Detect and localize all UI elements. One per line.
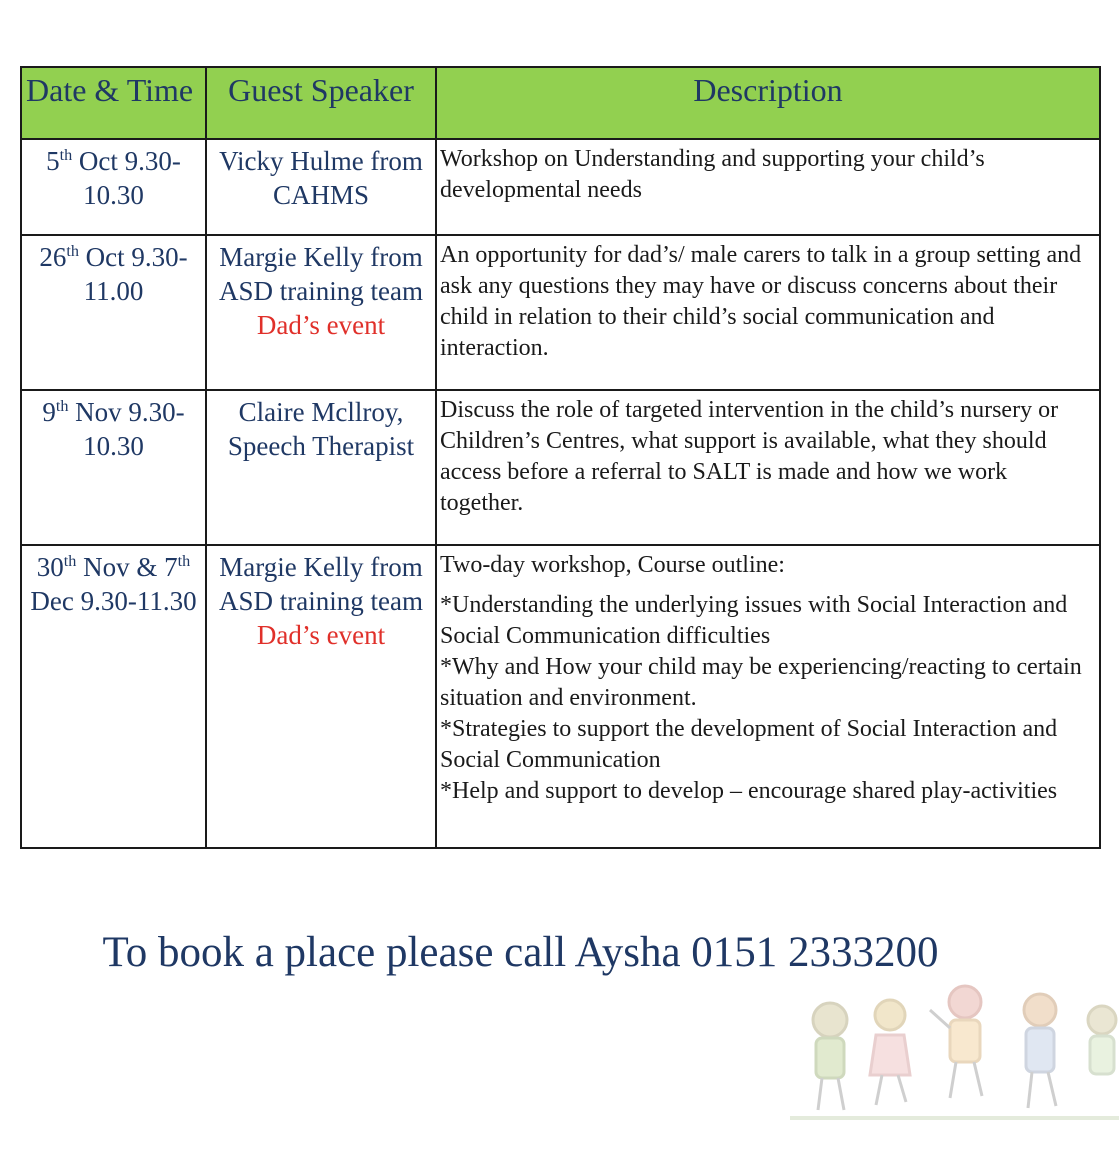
date-rest: Oct 9.30-: [78, 242, 188, 272]
speaker-cell: [206, 139, 436, 235]
child-figure: [813, 1003, 847, 1110]
speaker-line: Margie Kelly from: [219, 242, 423, 272]
date-line2: 10.30: [83, 180, 144, 210]
table-row: [21, 235, 1100, 390]
date-suffix: th: [59, 146, 73, 164]
date-cell: [21, 235, 206, 390]
description-point: *Understanding the underlying issues with Social Interaction and Social Communication difficulties: [440, 592, 1068, 649]
speaker-line: Vicky Hulme from: [219, 146, 423, 176]
booking-line: To book a place please call Aysha 0151 2333200: [102, 929, 939, 976]
date-line2: Dec 9.30-11.30: [30, 586, 197, 616]
child-figure: [930, 986, 982, 1098]
date-day: 30: [36, 552, 64, 582]
table-header-row: [21, 67, 1100, 139]
speaker-line: ASD training team: [219, 276, 423, 306]
date-suffix: th: [66, 242, 79, 260]
dads-event-note: Dad’s event: [256, 620, 386, 650]
description-cell: [436, 545, 1100, 848]
date-line2: 11.00: [83, 276, 144, 306]
header-guest-speaker: Guest Speaker: [206, 67, 436, 139]
description-cell: Discuss the role of targeted intervention in the child’s nursery or Children’s Centres, what support is available, what they should access before a referral to SALT is made and how we work together.: [436, 390, 1100, 545]
date-day: 9: [42, 397, 56, 427]
speaker-line: CAHMS: [272, 180, 370, 210]
date-day: 5: [46, 146, 60, 176]
date-rest: Nov 9.30-: [68, 397, 185, 427]
dads-event-note: Dad’s event: [256, 310, 386, 340]
description-point: *Strategies to support the development of Social Interaction and Social Communication: [440, 716, 1058, 773]
date-line2: 10.30: [83, 431, 144, 461]
date-suffix: th: [177, 552, 191, 570]
header-date-time: Date & Time: [21, 67, 206, 139]
date-suffix: th: [55, 397, 69, 415]
description-intro: Two-day workshop, Course outline:: [440, 552, 785, 578]
table-row: [21, 139, 1100, 235]
description-point: *Why and How your child may be experiencing/reacting to certain situation and environment.: [440, 654, 1082, 711]
date-rest: Oct 9.30-: [72, 146, 181, 176]
speaker-line: Speech Therapist: [227, 431, 415, 461]
date-cell: [21, 545, 206, 848]
child-figure: [870, 1000, 910, 1105]
date-day: 26: [39, 242, 67, 272]
description-point: *Help and support to develop – encourage shared play-activities: [440, 778, 1058, 804]
description-cell: An opportunity for dad’s/ male carers to talk in a group setting and ask any questions they may have or discuss concerns about their child in relation to their child’s social communication and interaction.: [436, 235, 1100, 390]
speaker-cell: [206, 545, 436, 848]
speaker-cell: [206, 235, 436, 390]
speaker-line: Claire Mcllroy,: [238, 397, 404, 427]
table-row: [21, 390, 1100, 545]
description-cell: Workshop on Understanding and supporting your child’s developmental needs: [436, 139, 1100, 235]
date-cell: [21, 139, 206, 235]
header-description: Description: [436, 67, 1100, 139]
speaker-line: ASD training team: [219, 586, 423, 616]
children-playing-illustration: [790, 980, 1119, 1130]
child-figure: [1088, 1006, 1116, 1074]
date-mid: Nov & 7: [76, 552, 178, 582]
event-schedule-table: [20, 66, 1101, 849]
date-suffix: th: [63, 552, 77, 570]
table-row: [21, 545, 1100, 848]
speaker-line: Margie Kelly from: [219, 552, 423, 582]
speaker-cell: [206, 390, 436, 545]
date-cell: [21, 390, 206, 545]
child-figure: [1024, 994, 1056, 1108]
